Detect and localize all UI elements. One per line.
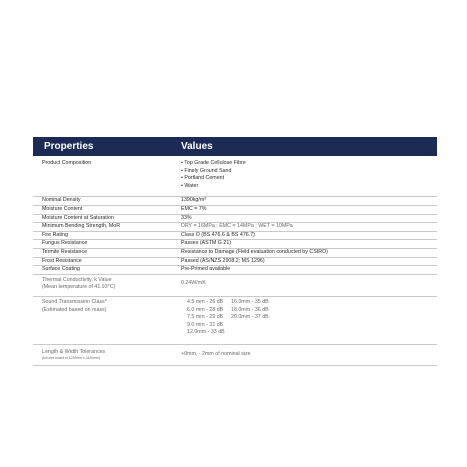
sound-values [181,299,437,337]
row-label: Moisture Content [42,205,83,212]
row-label: Fungus Resistance [42,240,88,247]
row-label: Length & Width Tolerances [42,348,106,355]
row-value: Passes (ASTM G 21) [181,240,232,247]
row-value: Class O (BS 476.6 & BS 476.7) [181,231,255,238]
list-item: • Top Grade Cellulose Fibre [181,160,437,168]
row-value: 33% [181,214,192,221]
row-value: Passed (AS/NZS 2908.2; MS 1296) [181,257,265,264]
row-label: Fire Rating [42,231,68,238]
row-value: EMC = 7% [181,205,207,212]
row-value: +0mm, - 2mm of nominal size [181,350,251,357]
table-row [33,223,437,232]
row-value: Pre-Primed available [181,266,231,273]
row-label: Nominal Density [42,197,81,204]
list-item: 16.0mm - 35 dB [231,298,269,305]
table-row [33,156,437,197]
table-row [33,240,437,249]
list-item: • Finely Ground Sand [181,168,437,176]
table-row [33,297,437,345]
row-value: 1390kg/m³ [181,197,207,204]
list-item: • Portland Cement [181,175,437,183]
list-item: 7.5 mm - 29 dB [187,314,224,321]
table-row [33,275,437,297]
table-row [33,232,437,241]
table-row [33,215,437,224]
table-row [33,197,437,206]
table-row [33,206,437,215]
list-item: 12.0mm - 33 dB [187,329,225,336]
table-header [33,137,437,156]
header-values: Values [181,141,213,152]
list-item: 20.0mm - 37 dB [231,314,269,321]
row-sublabel: (full size board of 1220mm x 2440mm) [42,356,100,361]
row-sublabel: (Estimated based on mass) [42,306,107,313]
row-sublabel: (Mean temperature of 41.93°C) [42,284,116,291]
row-value: Resistance to Damage (Field evaluation conducted by CSIRO) [181,248,328,255]
row-label: Thermal Conductivity, k Value [42,276,112,283]
list-item: 18.0mm - 36 dB [231,306,269,313]
row-value: DRY = 16MPa ; EMC = 14MPa ; WET = 10MPa [181,223,293,230]
row-value: 0.24W/mK [181,279,206,286]
row-label: Product Composition [42,160,92,166]
row-label: Frost Resistance [42,257,82,264]
row-label: Surface Coating [42,266,80,273]
list-item: 6.0 mm - 28 dB [187,306,224,313]
table-row [33,249,437,258]
header-properties: Properties [44,141,94,152]
row-label: Sound Transmission Class* [42,298,107,305]
row-label: Termite Resistance [42,248,88,255]
table-row [33,345,437,367]
properties-table [33,137,437,366]
row-label: Minimum Bending Strength, MoR [42,223,121,230]
list-item: • Water [181,183,437,191]
list-item: 9.0 mm - 31 dB [187,321,224,328]
list-item: 4.5 mm - 26 dB [187,298,224,305]
table-row [33,266,437,275]
table-row [33,258,437,267]
composition-list [181,160,437,190]
row-label: Moisture Content at Saturation [42,214,114,221]
